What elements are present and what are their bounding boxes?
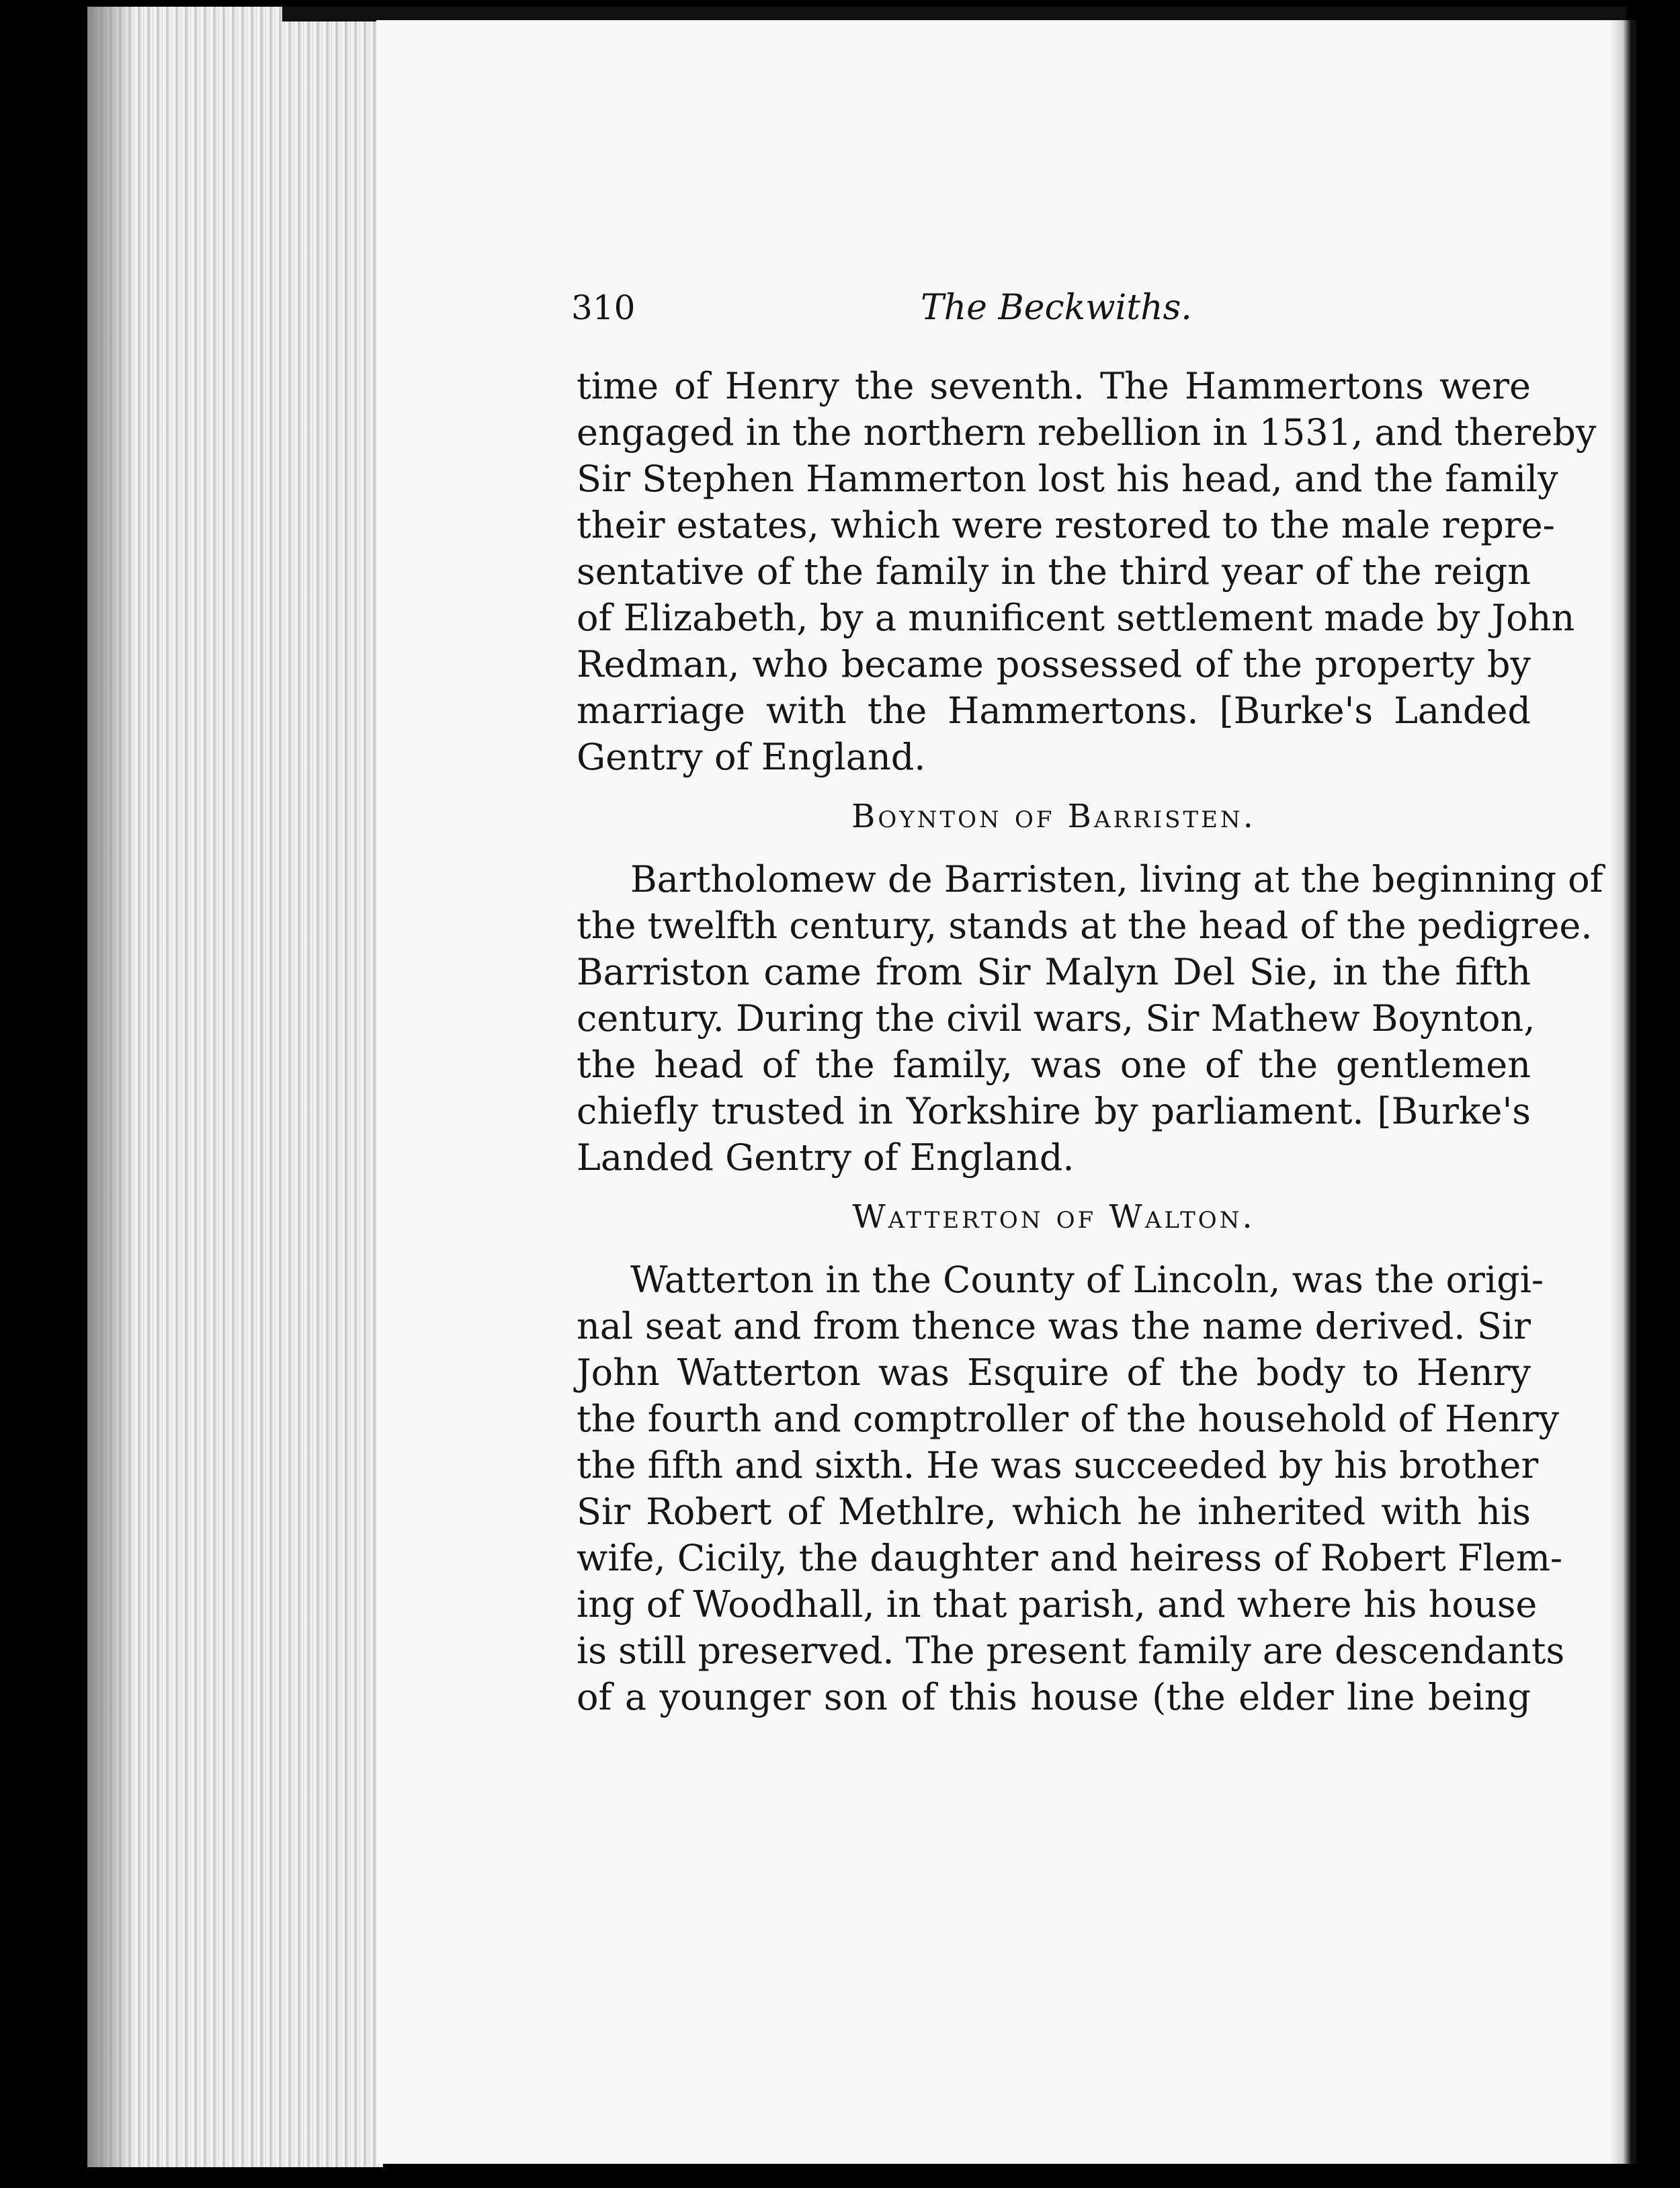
text-line: Landed Gentry of England.	[577, 1136, 1075, 1179]
section-heading-boynton: Boynton of Barristen.	[851, 798, 1256, 835]
text-line: Redman, who became possessed of the property by	[577, 643, 1531, 685]
text-line: time of Henry the seventh. The Hammertons were	[577, 365, 1531, 407]
text-line: the head of the family, was one of the gentlemen	[577, 1044, 1531, 1086]
text-line: nal seat and from thence was the name derived. Sir	[577, 1305, 1531, 1347]
text-line: the twelfth century, stands at the head of the pedigree.	[577, 904, 1593, 947]
text-line: wife, Cicily, the daughter and heiress of Robert Flem-	[577, 1537, 1563, 1579]
text-line: Sir Robert of Methlre, which he inherited with his	[577, 1490, 1531, 1533]
body-text	[577, 363, 1603, 1720]
text-line: chiefly trusted in Yorkshire by parliament. [Burke's	[577, 1090, 1531, 1132]
text-line: Bartholomew de Barristen, living at the beginning of	[630, 858, 1603, 900]
top-binding-edge	[282, 7, 1626, 22]
page-number: 310	[571, 288, 636, 327]
text-line: of a younger son of this house (the elder line being	[577, 1676, 1531, 1718]
text-line: Sir Stephen Hammerton lost his head, and the family	[577, 458, 1558, 500]
text-line: engaged in the northern rebellion in 1531, and thereby	[577, 411, 1597, 454]
text-line: of Elizabeth, by a munificent settlement made by John	[577, 597, 1575, 639]
text-line: their estates, which were restored to the male repre-	[577, 504, 1555, 546]
section-heading-watterton: Watterton of Walton.	[852, 1198, 1255, 1236]
text-line: Watterton in the County of Lincoln, was the origi-	[630, 1259, 1544, 1301]
text-line: sentative of the family in the third year of the reign	[577, 550, 1531, 593]
text-line: Barriston came from Sir Malyn Del Sie, in the fifth	[577, 951, 1531, 993]
running-title: The Beckwiths.	[921, 288, 1192, 328]
running-head	[571, 281, 1532, 335]
edge-shadow	[87, 7, 134, 2167]
right-page-edge	[1609, 20, 1636, 2164]
text-line: Gentry of England.	[577, 736, 926, 778]
text-line: ing of Woodhall, in that parish, and where his house	[577, 1583, 1538, 1626]
text-line: John Watterton was Esquire of the body to Henry	[577, 1351, 1531, 1394]
text-line: marriage with the Hammertons. [Burke's Landed	[577, 689, 1531, 732]
text-line: is still preserved. The present family are descendants	[577, 1630, 1565, 1672]
text-line: the fifth and sixth. He was succeeded by his brother	[577, 1444, 1539, 1486]
text-line: century. During the civil wars, Sir Mathew Boynton,	[577, 997, 1536, 1040]
text-line: the fourth and comptroller of the household of Henry	[577, 1398, 1560, 1440]
